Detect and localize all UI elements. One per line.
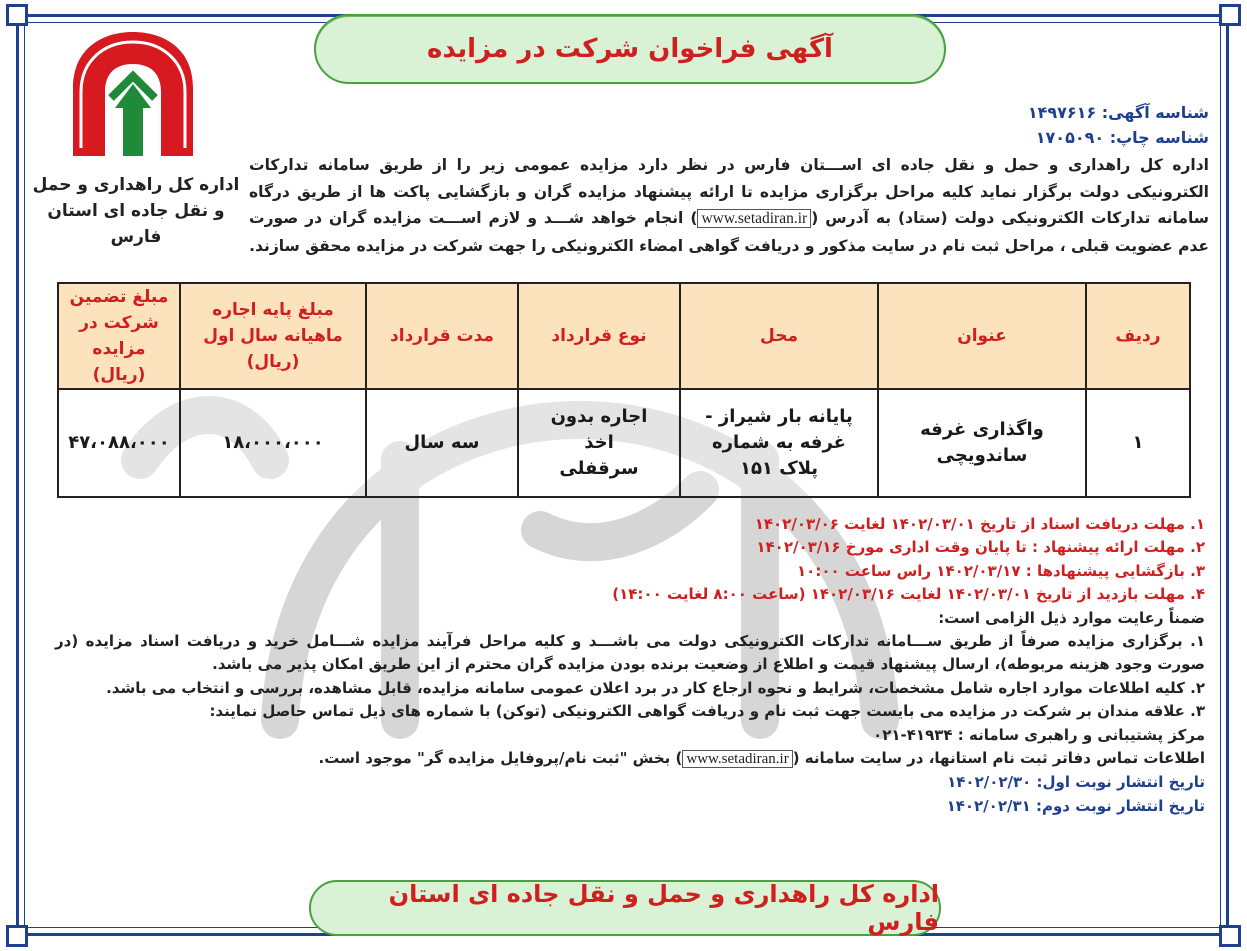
- cell-duration: سه سال: [366, 389, 518, 497]
- setadiran-link[interactable]: www.setadiran.ir: [682, 750, 792, 768]
- publication-date-first: تاریخ انتشار نوبت اول: ۱۴۰۲/۰۲/۳۰: [947, 773, 1205, 792]
- intro-text-2: انجام خواهد شـــد و لازم اســـت مزایده گران در صورت عدم عضویت قبلی ، مراحل ثبت نام در سایت مذکور و دریافت گواهی امضاء الکترونیکی را جهت شرکت در مزایده محقق سازند.: [249, 209, 1209, 255]
- ad-identifiers: [1028, 100, 1209, 150]
- cell-row: ۱: [1086, 389, 1190, 497]
- table-row: [58, 389, 1190, 497]
- cell-title: واگذاری غرفه ساندویچی: [878, 389, 1086, 497]
- table-header-row: [58, 283, 1190, 389]
- page-title: آگهی فراخوان شرکت در مزایده: [427, 34, 833, 64]
- setadiran-link[interactable]: www.setadiran.ir: [697, 209, 811, 228]
- intro-paragraph: اداره کل راهداری و حمل و نقل جاده ای اســـتان فارس در نظر دارد مزایده عمومی زیر را از طریق سامانه تدارکات الکترونیکی دولت برگزار نماید کلیه مراحل برگزاری مزایده تا ارائه پیشنهاد مزایده گران و بازگشایی پاکت ها از طریق درگاه سامانه تدارکات الکترونیکی دولت (ستاد) به آدرس (www.setadiran.ir) انجام خواهد شـــد و لازم اســـت مزایده گران در صورت عدم عضویت قبلی ، مراحل ثبت نام در سایت مذکور و دریافت گواهی امضاء الکترونیکی را جهت شرکت در مزایده محقق سازند.: [249, 156, 1210, 255]
- auction-items-table: [57, 282, 1191, 498]
- col-contract-type: نوع قرارداد: [518, 283, 680, 389]
- road-maintenance-logo: [63, 28, 203, 160]
- col-guarantee: مبلغ تضمین شرکت در مزایده (ریال): [58, 283, 180, 389]
- col-location: محل: [680, 283, 878, 389]
- notes-heading: ضمناً رعایت موارد ذیل الزامی است:: [938, 608, 1205, 627]
- col-title: عنوان: [878, 283, 1086, 389]
- col-base-rent: مبلغ پایه اجاره ماهیانه سال اول (ریال): [180, 283, 366, 389]
- corner-ornament: [6, 925, 28, 947]
- deadline-item: ۴. مهلت بازدید از تاریخ ۱۴۰۲/۰۳/۰۱ لغایت ۱۴۰۲/۰۳/۱۶ (ساعت ۸:۰۰ لغایت ۱۴:۰۰): [612, 585, 1205, 604]
- deadline-item: ۱. مهلت دریافت اسناد از تاریخ ۱۴۰۲/۰۳/۰۱ لغایت ۱۴۰۲/۰۳/۰۶: [754, 515, 1205, 533]
- col-duration: مدت قرارداد: [366, 283, 518, 389]
- note-item: ۲. کلیه اطلاعات موارد اجاره شامل مشخصات، شرایط و نحوه ارجاع کار در برد اعلان عمومی سامانه مزایده، قابل مشاهده، بررسی و انتخاب می باشد.: [106, 678, 1205, 697]
- publication-date-second: تاریخ انتشار نوبت دوم: ۱۴۰۲/۰۲/۳۱: [946, 796, 1205, 815]
- corner-ornament: [1219, 925, 1241, 947]
- support-phone: مرکز پشتیبانی و راهبری سامانه : ۴۱۹۳۴-۰۲۱: [873, 725, 1205, 744]
- note-item: ۳. علاقه مندان بر شرکت در مزایده می بایست جهت ثبت نام و دریافت گواهی الکترونیکی (توکن) با شماره های ذیل تماس حاصل نمایند:: [209, 702, 1205, 721]
- col-row: ردیف: [1086, 283, 1190, 389]
- corner-ornament: [1219, 4, 1241, 26]
- footer-text: اداره کل راهداری و حمل و نقل جاده ای استان فارس: [388, 880, 939, 936]
- note-item: ۱. برگزاری مزایده صرفاً از طریق ســـامانه تدارکات الکترونیکی دولت می باشـــد و کلیه مراحل فرآیند مزایده شـــامل خرید و دریافت اسناد مزایده (در صورت وجود هزینه مربوطه)، ارسال پیشنهاد قیمت و اطلاع از وضعیت برنده بودن مزایده گران محترم از این طریق امکان پذیر می باشد.: [55, 632, 1205, 674]
- contact-info: اطلاعات تماس دفاتر ثبت نام استانها، در سایت سامانه (www.setadiran.ir) بخش "ثبت نام/پروفایل مزایده گر" موجود است.: [318, 749, 1205, 768]
- deadline-item: ۳. بازگشایی پیشنهادها : ۱۴۰۲/۰۳/۱۷ راس ساعت ۱۰:۰۰: [797, 561, 1205, 580]
- cell-base-rent: ۱۸،۰۰۰،۰۰۰: [180, 389, 366, 497]
- terms-section: [55, 513, 1205, 818]
- cell-contract-type: اجاره بدون اخذ سرقفلی: [518, 389, 680, 497]
- cell-guarantee: ۴۷،۰۸۸،۰۰۰: [58, 389, 180, 497]
- ad-id: شناسه آگهی: ۱۴۹۷۶۱۶: [1027, 103, 1209, 122]
- cell-location: پایانه بار شیراز - غرفه به شماره پلاک ۱۵۱: [680, 389, 878, 497]
- announcement-title-banner: [314, 14, 946, 84]
- footer-banner: [309, 880, 941, 936]
- intro-text-1: اداره کل راهداری و حمل و نقل جاده ای اســـتان فارس در نظر دارد مزایده عمومی زیر را از طریق سامانه تدارکات الکترونیکی دولت برگزار نماید کلیه مراحل برگزاری مزایده تا ارائه پیشنهاد مزایده گران و بازگشایی پاکت ها از طریق درگاه سامانه تدارکات الکترونیکی دولت (ستاد) به آدرس: [249, 156, 1210, 227]
- corner-ornament: [6, 4, 28, 26]
- print-id: شناسه چاپ: ۱۷۰۵۰۹۰: [1035, 128, 1209, 147]
- organization-name: اداره کل راهداری و حمل و نقل جاده ای استان فارس: [32, 175, 240, 247]
- deadline-item: ۲. مهلت ارائه پیشنهاد : تا پایان وقت اداری مورخ ۱۴۰۲/۰۳/۱۶: [756, 538, 1205, 557]
